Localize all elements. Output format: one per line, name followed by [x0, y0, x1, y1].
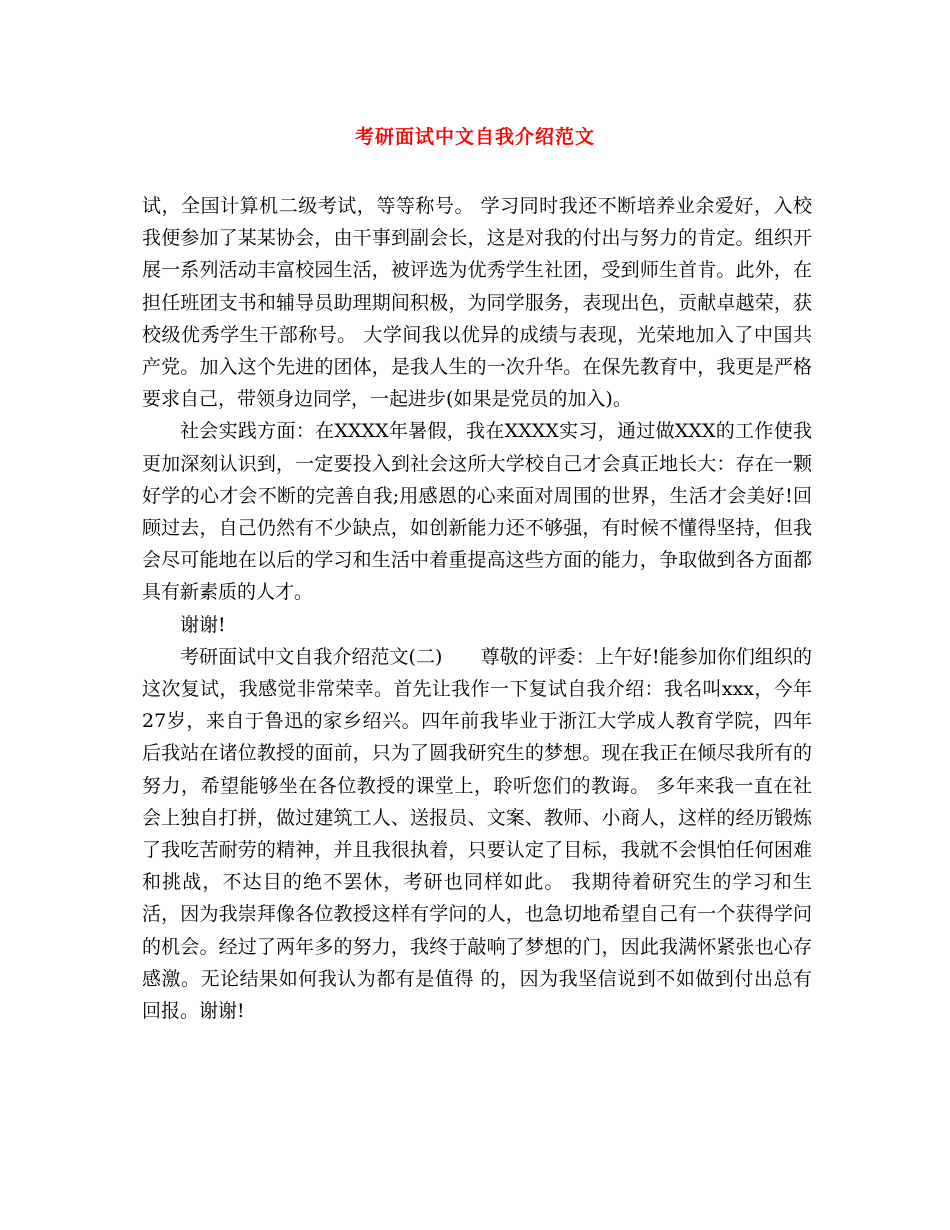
document-body	[142, 190, 812, 1027]
paragraph-thanks: 谢谢!	[180, 613, 226, 636]
document-title: 考研面试中文自我介绍范文	[354, 126, 595, 148]
paragraph-social-practice: 社会实践方面：在XXXX年暑假，我在XXXX实习，通过做XXX的工作使我更加深刻认识到，一定要投入到社会这所大学校自己才会真正地长大：存在一颗好学的心才会不断的完善自我;用感恩的心来面对周围的世界，生活才会美好!回顾过去，自己仍然有不少缺点，如创新能力还不够强，有时候不懂得坚持，但我会尽可能地在以后的学习和生活中着重提高这些方面的能力，争取做到各方面都具有新素质的人才。	[142, 420, 812, 604]
paragraph-honors: 试，全国计算机二级考试，等等称号。 学习同时我还不断培养业余爱好，入校我便参加了某某协会，由干事到副会长，这是对我的付出与努力的肯定。组织开展一系列活动丰富校园生活，被评选为优秀学生社团，受到师生首肯。此外，在担任班团支书和辅导员助理期间积极，为同学服务，表现出色，贡献卓越荣，获校级优秀学生干部称号。 大学间我以优异的成绩与表现，光荣地加入了中国共产党。加入这个先进的团体，是我人生的一次升华。在保先教育中，我更是严格要求自己，带领身边同学，一起进步(如果是党员的加入)。	[142, 195, 812, 411]
paragraph-sample-two: 考研面试中文自我介绍范文(二) 尊敬的评委：上午好!能参加你们组织的这次复试，我感觉非常荣幸。首先让我作一下复试自我介绍：我名叫xxx，今年27岁，来自于鲁迅的家乡绍兴。四年前我毕业于浙江大学成人教育学院，四年后我站在诸位教授的面前，只为了圆我研究生的梦想。现在我正在倾尽我所有的努力，希望能够坐在各位教授的课堂上，聆听您们的教诲。 多年来我一直在社会上独自打拼，做过建筑工人、送报员、文案、教师、小商人，这样的经历锻炼了我吃苦耐劳的精神，并且我很执着，只要认定了目标，我就不会惧怕任何困难和挑战，不达目的绝不罢休，考研也同样如此。 我期待着研究生的学习和生活，因为我崇拜像各位教授这样有学问的人，也急切地希望自己有一个获得学问的机会。经过了两年多的努力，我终于敲响了梦想的门，因此我满怀紧张也心存感激。无论结果如何我认为都有是值得 的，因为我坚信说到不如做到付出总有回报。谢谢!	[142, 645, 812, 1023]
